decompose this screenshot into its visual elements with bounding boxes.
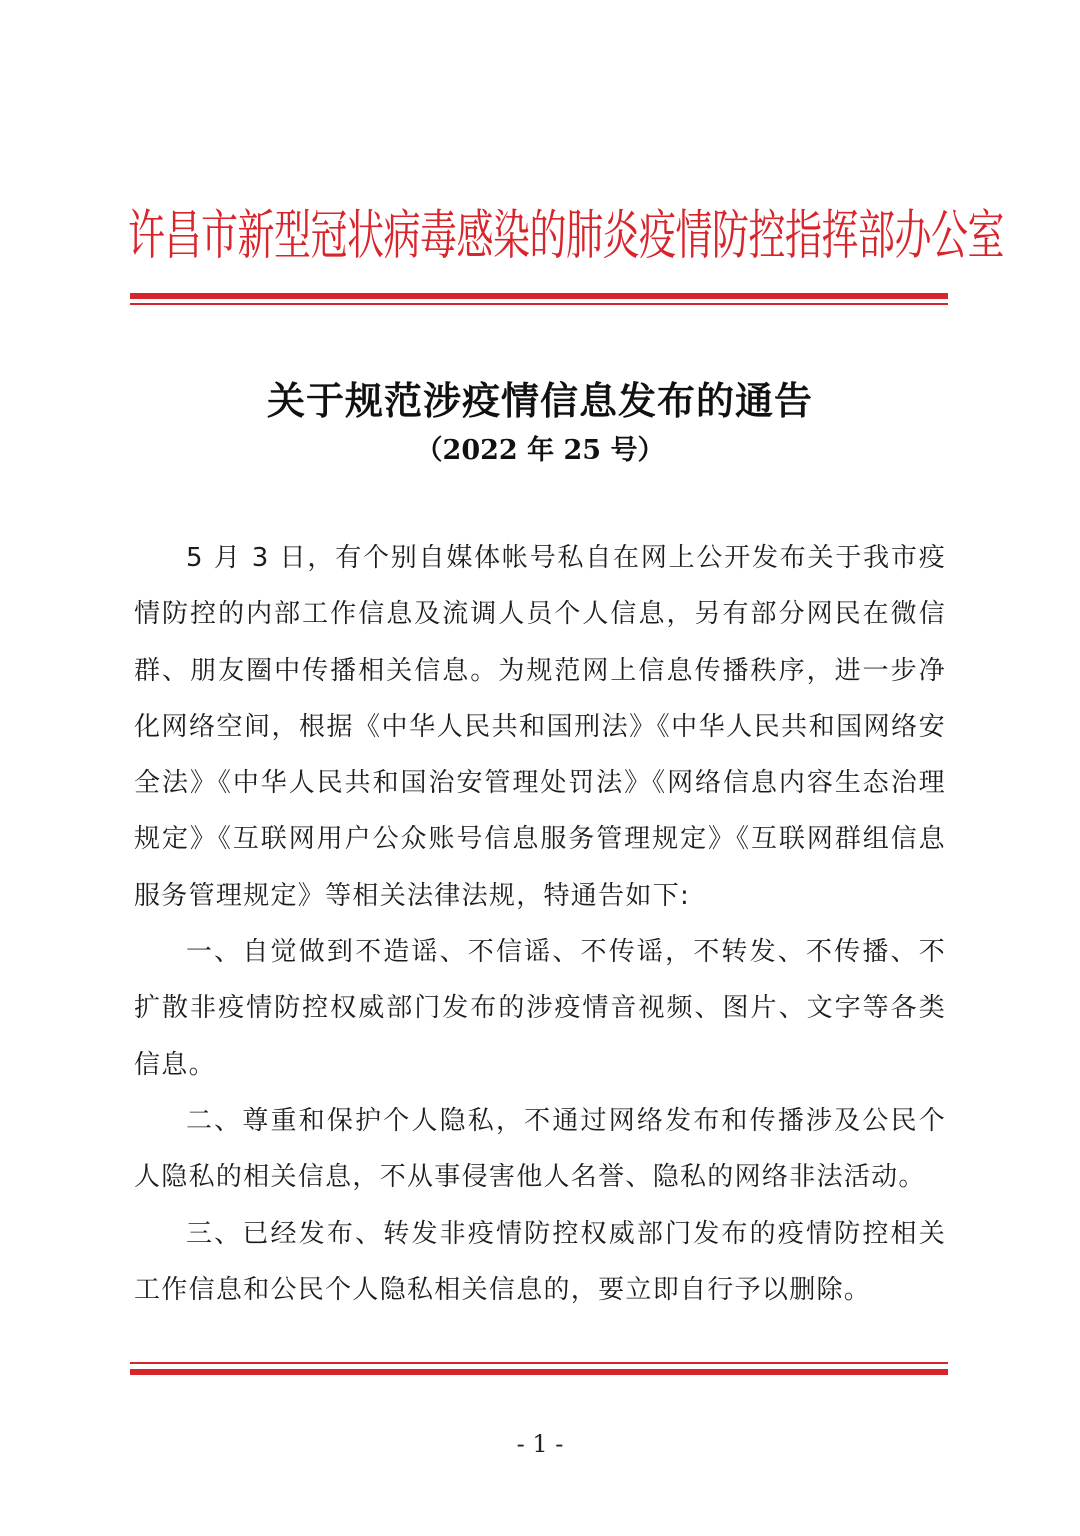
body-paragraph-item-2: 二、尊重和保护个人隐私，不通过网络发布和传播涉及公民个人隐私的相关信息，不从事侵害他人名誉、隐私的网络非法活动。: [134, 1105, 946, 1193]
header-divider-thick: [130, 293, 948, 299]
body-paragraph-item-1: 一、自觉做到不造谣、不信谣、不传谣，不转发、不传播、不扩散非疫情防控权威部门发布的涉疫情音视频、图片、文字等各类信息。: [134, 937, 946, 1080]
body-paragraph-intro: 5 月 3 日，有个别自媒体帐号私自在网上公开发布关于我市疫情防控的内部工作信息及流调人员个人信息，另有部分网民在微信群、朋友圈中传播相关信息。为规范网上信息传播秩序，进一步净化网络空间，根据《中华人民共和国刑法》《中华人民共和国网络安全法》《中华人民共和国治安管理处罚法》《网络信息内容生态治理规定》《互联网用户公众账号信息服务管理规定》《互联网群组信息服务管理规定》等相关法律法规，特通告如下:: [134, 543, 946, 911]
header-divider-thin: [130, 303, 948, 305]
body-paragraph-item-3: 三、已经发布、转发非疫情防控权威部门发布的疫情防控相关工作信息和公民个人隐私相关信息的，要立即自行予以删除。: [134, 1218, 946, 1305]
footer-divider-thick: [130, 1369, 948, 1375]
page-number: - 1 -: [516, 1430, 564, 1458]
footer-divider-thin: [130, 1362, 948, 1364]
document-title: 关于规范涉疫情信息发布的通告: [266, 378, 813, 423]
document-number: （2022 年 25 号）: [415, 435, 665, 466]
issuer-header: 许昌市新型冠状病毒感染的肺炎疫情防控指挥部办公室: [128, 204, 1004, 267]
document-body: [134, 530, 946, 1318]
